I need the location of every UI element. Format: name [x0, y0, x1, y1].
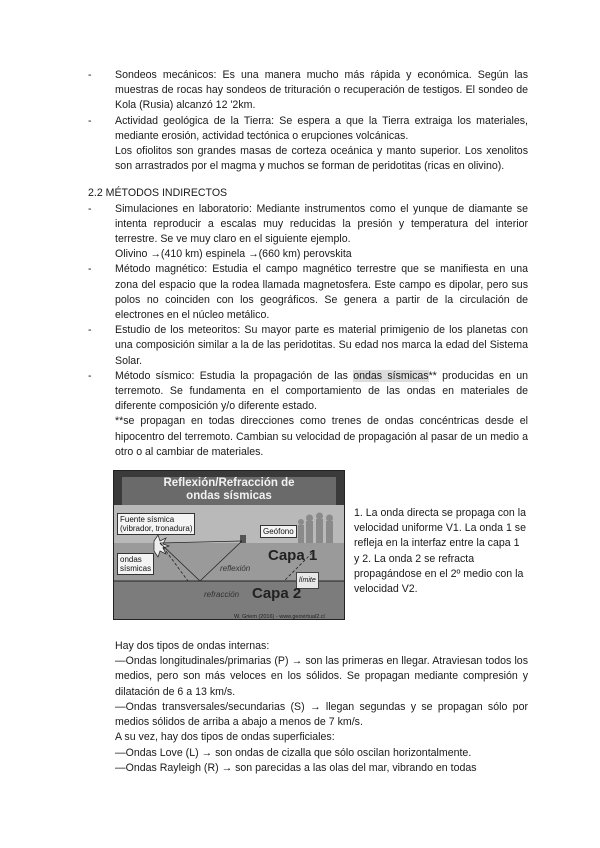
seismic-text-before: Método sísmico: Estudia la propagación de las — [115, 369, 354, 382]
bullet-dash: - — [88, 324, 92, 337]
wave-line: —Ondas longitudinales/primarias (P) → son las primeras en llegar. Atraviesan todos los medios, pero son más veloces en los sólidos. Se propagan mediante compresión y dilatación de 6 a 13 km/s. — [115, 655, 528, 698]
ondas-line1: ondas — [120, 555, 142, 565]
bullet-text: Método magnético: Estudia el campo magnético terrestre que se manifiesta en una zona del espacio que la rodea llamada magnetosfera. Este campo es dipolar, pero sus polos no coinciden con los geográficos. Se genera a partir de la circulación de electrones en el núcleo metálico. — [115, 263, 528, 322]
bullet-dash: - — [88, 263, 92, 276]
bullet-dash: - — [88, 369, 92, 382]
bullet-sismico — [88, 369, 528, 460]
source-line2: (vibrador, tronadura) — [120, 524, 193, 534]
wave-line: —Ondas Rayleigh (R) → son parecidas a las olas del mar, vibrando en todas — [115, 761, 477, 774]
seismic-source-burst — [154, 535, 169, 557]
seismic-figure — [113, 470, 345, 620]
seismic-text-after: ** producidas en un terremoto. Se fundamenta en el comportamiento de las ondas en materiales de diferente composición y/o diferente estado. — [115, 369, 528, 413]
section-heading: 2.2 MÉTODOS INDIRECTOS — [88, 187, 228, 200]
bullet-text — [115, 369, 528, 415]
bullet-meteoritos — [88, 323, 528, 369]
wave-line: —Ondas transversales/secundarias (S) → llegan segundas y se propagan sólo por medios sólidos de arriba a abajo a menos de 7 km/s. — [115, 700, 528, 729]
wave-types — [88, 639, 528, 776]
wave-line: —Ondas Love (L) → son ondas de cizalla que sólo oscilan horizontalmente. — [115, 746, 472, 759]
layer-2-label: Capa 2 — [252, 585, 302, 603]
layer-1-label: Capa 1 — [268, 547, 318, 565]
figure-title-line1: Reflexión/Refracción de — [163, 477, 295, 490]
source-line1: Fuente sísmica — [120, 515, 175, 525]
bullet-magnetico — [88, 262, 528, 323]
wave-line: Hay dos tipos de ondas internas: — [115, 640, 270, 653]
geophone-label: Geófono — [260, 525, 297, 538]
direct-ray — [160, 541, 242, 543]
limit-label: límite — [296, 572, 319, 589]
wave-line: A su vez, hay dos tipos de ondas superficiales: — [115, 731, 335, 744]
bullet-text: Estudio de los meteoritos: Su mayor parte es material primigenio de los planetas con una composición similar a la de las peridotitas. Su edad nos marca la edad del Sistema Solar. — [115, 324, 528, 367]
seismic-note: **se propagan en todas direcciones como trenes de ondas concéntricas desde el hipocentro del terremoto. Cambian su velocidad de propagación al pasar de un medio a otro o al cambiar de materiales. — [115, 415, 528, 458]
bullet-dash: - — [88, 69, 92, 81]
seismic-source-label — [117, 513, 195, 535]
figure-title-line2: ondas sísmicas — [186, 490, 272, 503]
figure-credit: W. Griem (2016) - www.geovirtual2.cl — [234, 614, 325, 621]
people-silhouettes — [298, 513, 333, 544]
bullet-dash: - — [88, 202, 92, 215]
seismic-highlight: ondas sísmicas — [353, 369, 429, 382]
bullet-text: Sondeos mecánicos: Es una manera mucho más rápida y económica. Según las muestras de rocas hay sondeos de trituración o recuperación de testigos. El sondeo de Kola (Rusia) alcanzó 12 '2km. — [115, 69, 528, 112]
refraction-label: refracción — [204, 590, 240, 600]
bullet-text: Olivino →(410 km) espinela →(660 km) perovskita — [115, 248, 352, 261]
figure-row — [113, 470, 528, 620]
document-body — [88, 68, 528, 776]
seismic-waves-label — [117, 553, 154, 575]
reflection-label: reflexión — [220, 564, 251, 574]
bullet-text: Actividad geológica de la Tierra: Se espera a que la Tierra extraiga los materiales, mediante erosión, actividad tectónica o erupciones volcánicas. — [115, 114, 528, 142]
bullet-text: Simulaciones en laboratorio: Mediante instrumentos como el yunque de diamante se intenta reproducir a escalas muy reducidas la presión y temperatura del interior terrestre. Se ve muy claro en el siguiente ejemplo. — [115, 202, 528, 246]
bullet-actividad — [88, 114, 528, 175]
figure-caption: 1. La onda directa se propaga con la velocidad uniforme V1. La onda 1 se refleja en la interfaz entre la capa 1 y 2. La onda 2 se refracta propagándose en el 2º medio con la velocidad V2. — [354, 507, 526, 596]
bullet-sondeos — [88, 68, 528, 114]
bullet-simulaciones — [88, 202, 528, 263]
bullet-text: Los ofiolitos son grandes masas de corteza oceánica y manto superior. Los xenolitos son arrastrados por el magma y muchos se forman de peridotitas (ricas en olivino). — [115, 145, 528, 173]
bullet-dash: - — [88, 114, 92, 127]
ondas-line2: sísmicas — [120, 564, 152, 574]
